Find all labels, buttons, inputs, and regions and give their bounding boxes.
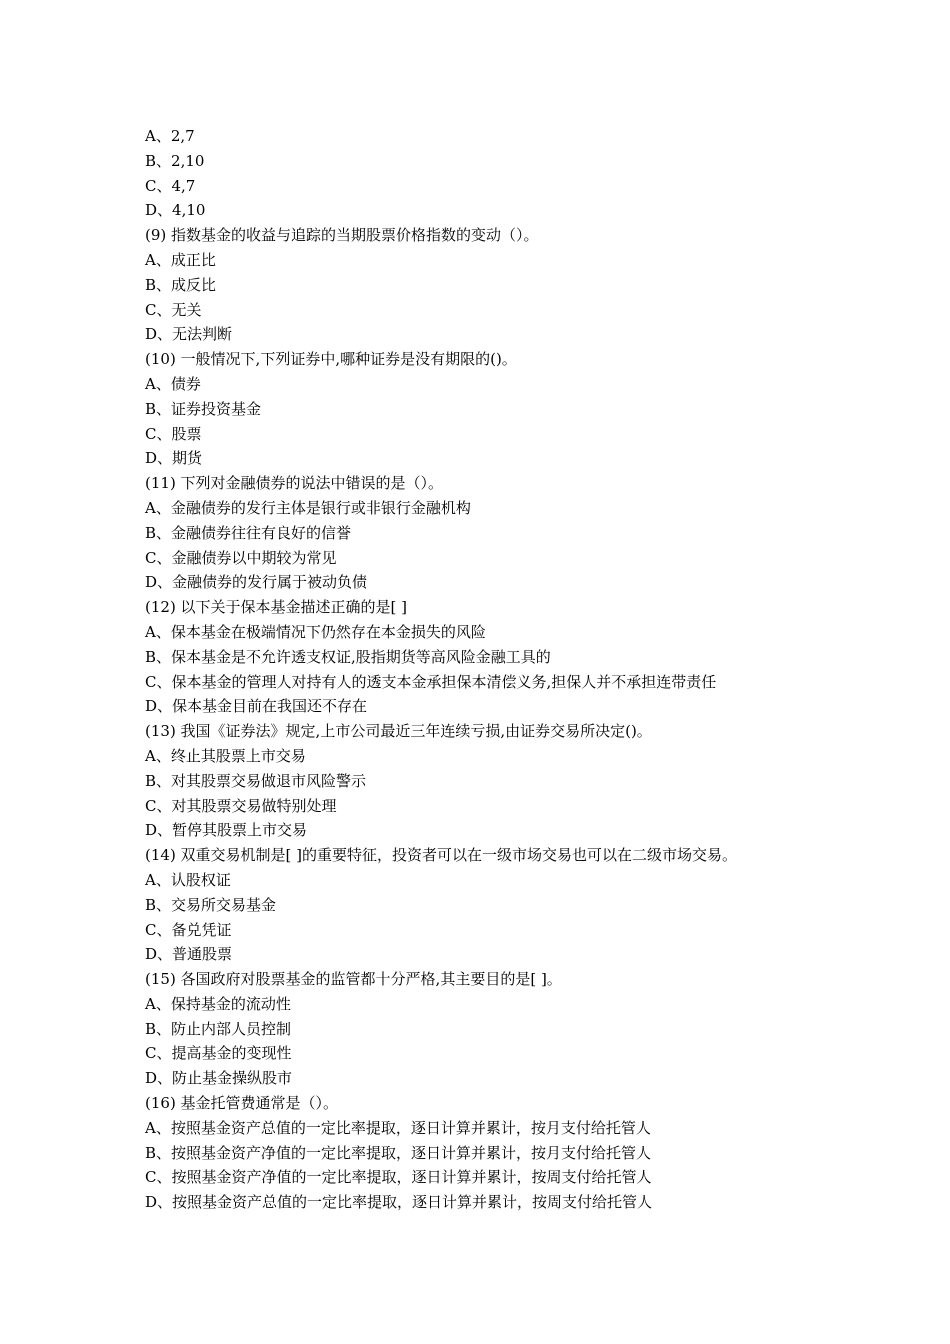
option-line: C、备兑凭证 bbox=[145, 920, 232, 939]
option-line: B、成反比 bbox=[145, 275, 217, 294]
option-line: C、提高基金的变现性 bbox=[145, 1044, 292, 1063]
option-line: D、期货 bbox=[145, 449, 203, 468]
option-line: A、债券 bbox=[145, 374, 201, 393]
option-line: C、保本基金的管理人对持有人的透支本金承担保本清偿义务,担保人并不承担连带责任 bbox=[145, 672, 717, 691]
option-line: D、普通股票 bbox=[145, 945, 233, 964]
option-line: C、4,7 bbox=[145, 176, 196, 195]
question-line: (11) 下列对金融债券的说法中错误的是（）。 bbox=[145, 474, 444, 493]
option-line: A、认股权证 bbox=[145, 870, 231, 889]
option-line: A、保持基金的流动性 bbox=[145, 994, 291, 1013]
option-line: B、防止内部人员控制 bbox=[145, 1019, 292, 1038]
option-line: B、按照基金资产净值的一定比率提取，逐日计算并累计，按月支付给托管人 bbox=[145, 1143, 652, 1162]
option-line: C、股票 bbox=[145, 424, 202, 443]
option-line: C、无关 bbox=[145, 300, 202, 319]
option-line: A、成正比 bbox=[145, 250, 216, 269]
option-line: B、2,10 bbox=[145, 151, 205, 170]
option-line: A、终止其股票上市交易 bbox=[145, 746, 306, 765]
option-line: C、金融债券以中期较为常见 bbox=[145, 548, 337, 567]
question-line: (16) 基金托管费通常是（）。 bbox=[145, 1094, 339, 1113]
option-line: D、防止基金操纵股市 bbox=[145, 1069, 293, 1088]
question-line: (14) 双重交易机制是[ ]的重要特征，投资者可以在一级市场交易也可以在二级市场交易。 bbox=[145, 846, 738, 865]
option-line: B、保本基金是不允许透支权证,股指期货等高风险金融工具的 bbox=[145, 647, 551, 666]
option-line: B、对其股票交易做退市风险警示 bbox=[145, 771, 367, 790]
option-line: A、2,7 bbox=[145, 127, 195, 145]
option-line: D、无法判断 bbox=[145, 325, 233, 344]
option-line: D、保本基金目前在我国还不存在 bbox=[145, 697, 368, 716]
option-line: B、金融债券往往有良好的信誉 bbox=[145, 523, 352, 542]
question-line: (13) 我国《证券法》规定,上市公司最近三年连续亏损,由证券交易所决定()。 bbox=[145, 722, 652, 741]
option-line: D、暂停其股票上市交易 bbox=[145, 821, 308, 840]
option-line: A、按照基金资产总值的一定比率提取，逐日计算并累计，按月支付给托管人 bbox=[145, 1118, 651, 1137]
question-line: (9) 指数基金的收益与追踪的当期股票价格指数的变动（）。 bbox=[145, 226, 539, 245]
document-body bbox=[145, 124, 925, 1215]
option-line: B、证券投资基金 bbox=[145, 399, 262, 418]
option-line: D、按照基金资产总值的一定比率提取，逐日计算并累计，按周支付给托管人 bbox=[145, 1193, 653, 1212]
option-line: C、对其股票交易做特别处理 bbox=[145, 796, 337, 815]
question-line: (12) 以下关于保本基金描述正确的是[ ] bbox=[145, 598, 408, 617]
option-line: D、4,10 bbox=[145, 201, 206, 220]
option-line: B、交易所交易基金 bbox=[145, 895, 277, 914]
option-line: C、按照基金资产净值的一定比率提取，逐日计算并累计，按周支付给托管人 bbox=[145, 1168, 652, 1187]
option-line: D、金融债券的发行属于被动负债 bbox=[145, 573, 368, 592]
question-line: (15) 各国政府对股票基金的监管都十分严格,其主要目的是[ ]。 bbox=[145, 970, 562, 989]
option-line: A、保本基金在极端情况下仍然存在本金损失的风险 bbox=[145, 622, 486, 641]
option-line: A、金融债券的发行主体是银行或非银行金融机构 bbox=[145, 498, 471, 517]
question-line: (10) 一般情况下,下列证券中,哪种证券是没有期限的()。 bbox=[145, 350, 517, 369]
